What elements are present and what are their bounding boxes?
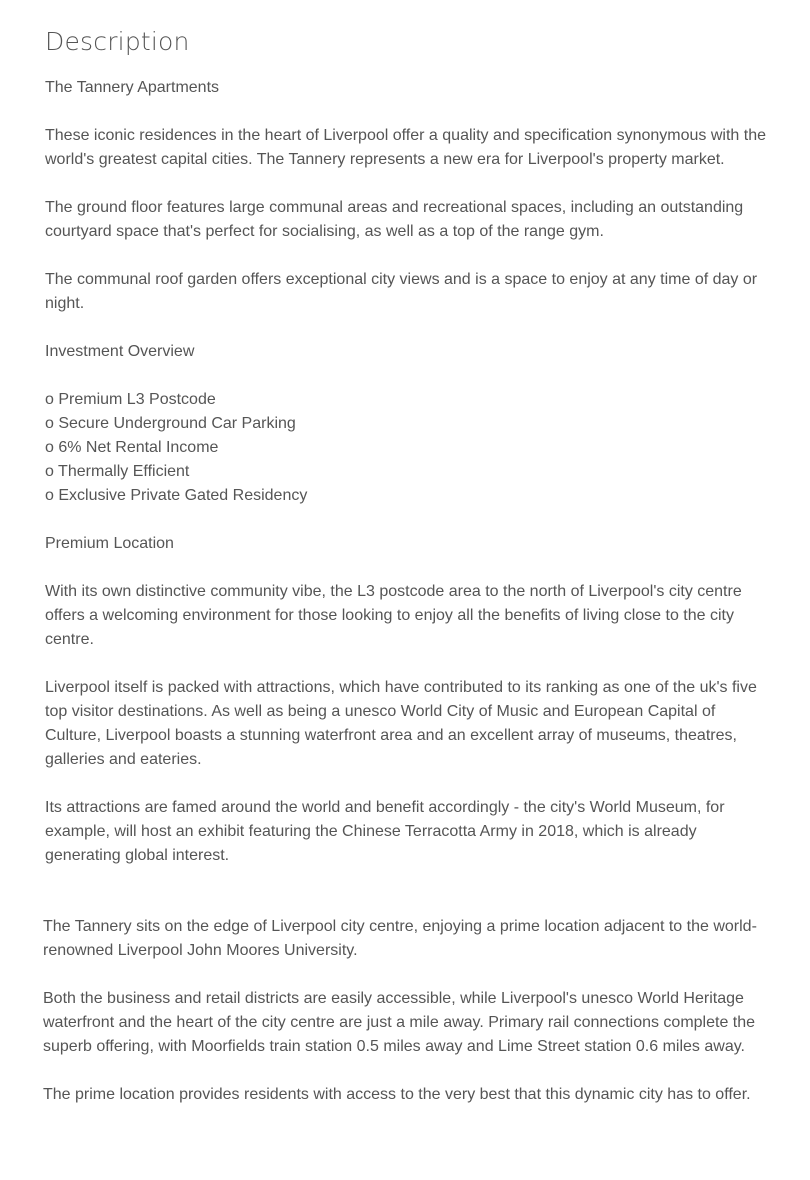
location-paragraph: Liverpool itself is packed with attractions, which have contributed to its ranking as one of the uk's five top visitor destinations. As well as being a unesco World City of Music and European Capital of Culture, Liverpool boasts a stunning waterfront area and an excellent array of museums, theatres, galleries and eateries. xyxy=(45,679,757,768)
closing-body xyxy=(43,915,769,1131)
intro-paragraph: The communal roof garden offers exceptional city views and is a space to enjoy at any time of day or night. xyxy=(45,271,758,312)
closing-paragraph: The prime location provides residents with access to the very best that this dynamic city has to offer. xyxy=(43,1086,751,1103)
premium-location-title: Premium Location xyxy=(45,535,174,552)
intro-paragraph: These iconic residences in the heart of Liverpool offer a quality and specification synonymous with the world's greatest capital cities. The Tannery represents a new era for Liverpool's property market. xyxy=(45,127,766,168)
location-paragraph: Its attractions are famed around the world and benefit accordingly - the city's World Museum, for example, will host an exhibit featuring the Chinese Terracotta Army in 2018, which is already generating global interest. xyxy=(45,799,725,864)
section-heading: Description xyxy=(45,27,190,56)
list-item: o Secure Underground Car Parking xyxy=(45,415,296,432)
closing-paragraph: The Tannery sits on the edge of Liverpool city centre, enjoying a prime location adjacent to the world-renowned Liverpool John Moores University. xyxy=(43,918,757,959)
closing-paragraph: Both the business and retail districts are easily accessible, while Liverpool's unesco World Heritage waterfront and the heart of the city centre are just a mile away. Primary rail connections complete the superb offering, with Moorfields train station 0.5 miles away and Lime Street station 0.6 miles away. xyxy=(43,990,756,1055)
investment-overview-title: Investment Overview xyxy=(45,343,195,360)
property-title: The Tannery Apartments xyxy=(45,79,220,96)
list-item: o Premium L3 Postcode xyxy=(45,391,216,408)
list-item: o Thermally Efficient xyxy=(45,463,190,480)
list-item: o Exclusive Private Gated Residency xyxy=(45,487,308,504)
location-paragraph: With its own distinctive community vibe, the L3 postcode area to the north of Liverpool's city centre offers a welcoming environment for those looking to enjoy all the benefits of living close to the city centre. xyxy=(45,583,742,648)
intro-paragraph: The ground floor features large communal areas and recreational spaces, including an outstanding courtyard space that's perfect for socialising, as well as a top of the range gym. xyxy=(45,199,744,240)
investment-list xyxy=(45,388,769,508)
list-item: o 6% Net Rental Income xyxy=(45,439,219,456)
description-body xyxy=(45,76,769,892)
